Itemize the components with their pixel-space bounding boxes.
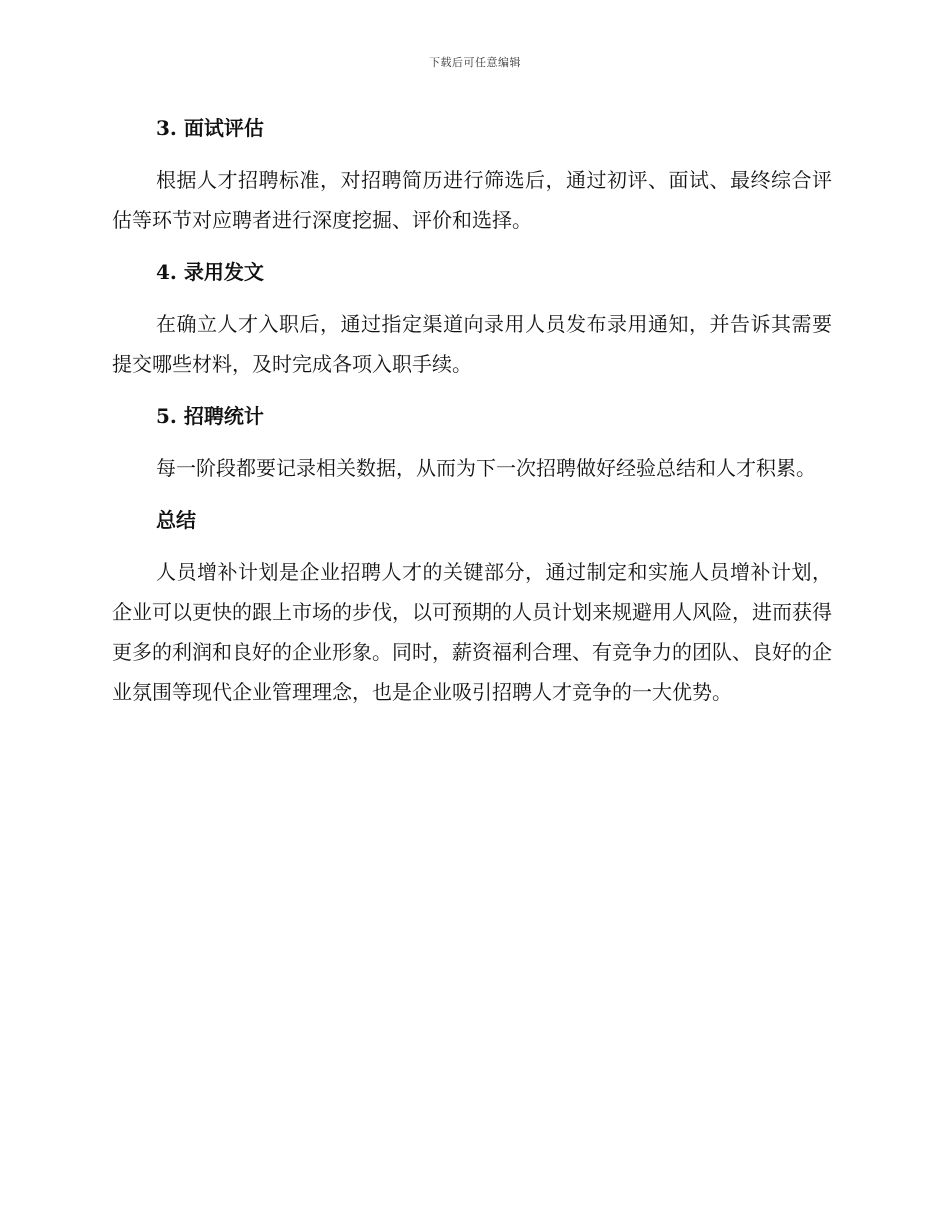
section-recruitment-statistics <box>112 398 832 488</box>
section-heading: 4. 录用发文 <box>156 260 264 284</box>
section-interview-evaluation <box>112 110 832 240</box>
section-summary <box>112 502 832 712</box>
section-heading: 3. 面试评估 <box>156 116 264 140</box>
section-heading: 总结 <box>156 508 196 532</box>
document-body <box>112 110 832 726</box>
section-paragraph: 在确立人才入职后，通过指定渠道向录用人员发布录用通知，并告诉其需要提交哪些材料，及时完成各项入职手续。 <box>112 312 832 376</box>
section-paragraph: 根据人才招聘标准，对招聘简历进行筛选后，通过初评、面试、最终综合评估等环节对应聘者进行深度挖掘、评价和选择。 <box>112 168 832 232</box>
section-paragraph: 每一阶段都要记录相关数据，从而为下一次招聘做好经验总结和人才积累。 <box>156 456 816 480</box>
page-header: 下载后可任意编辑 <box>429 56 521 69</box>
section-hiring-notice <box>112 254 832 384</box>
section-paragraph: 人员增补计划是企业招聘人才的关键部分，通过制定和实施人员增补计划，企业可以更快的跟上市场的步伐，以可预期的人员计划来规避用人风险，进而获得更多的利润和良好的企业形象。同时，薪资福利合理、有竞争力的团队、良好的企业氛围等现代企业管理理念，也是企业吸引招聘人才竞争的一大优势。 <box>112 560 832 704</box>
section-heading: 5. 招聘统计 <box>156 404 264 428</box>
